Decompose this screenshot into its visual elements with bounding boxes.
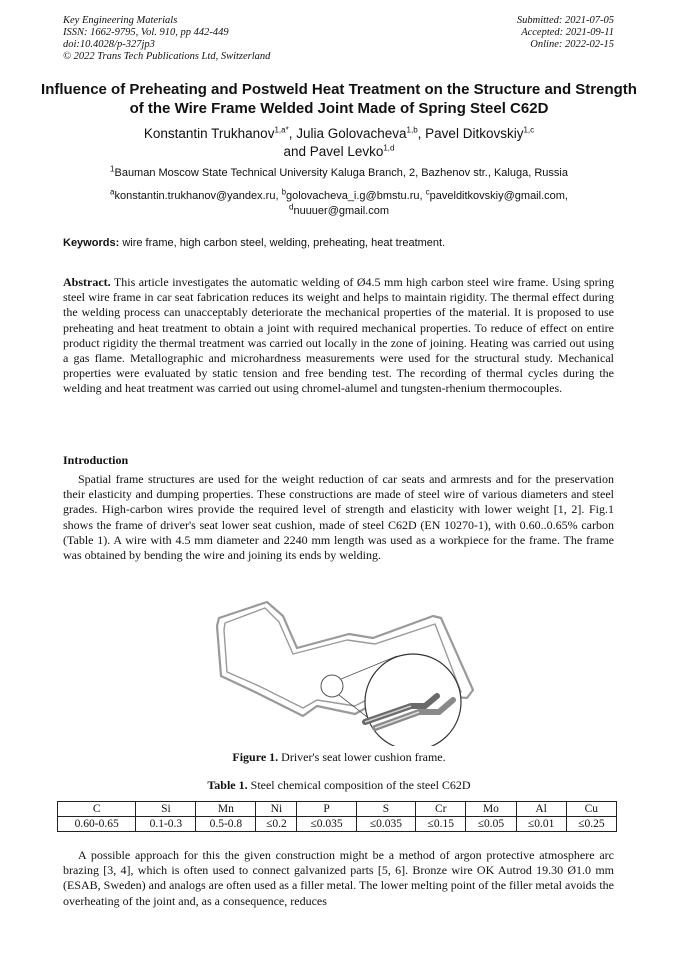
doi[interactable]: doi:10.4028/p-327jp3 (63, 39, 155, 50)
online-date: Online: 2022-02-15 (530, 39, 614, 50)
header-cell: Ni (256, 802, 297, 817)
table-header-row (58, 802, 617, 817)
keywords (63, 237, 614, 249)
copyright: © 2022 Trans Tech Publications Ltd, Switzerland (63, 51, 271, 62)
email-link[interactable]: konstantin.trukhanov@yandex.ru (114, 190, 276, 202)
abstract (63, 275, 614, 397)
value-cell: 0.60-0.65 (58, 817, 136, 832)
value-cell: 0.5-0.8 (196, 817, 256, 832)
table-caption: Table 1. Steel chemical composition of the steel C62D (207, 778, 471, 792)
author-sup: 1,c (523, 125, 535, 135)
author-sup: 1,d (383, 143, 395, 153)
header-cell: Mn (196, 802, 256, 817)
abstract-text: This article investigates the automatic welding of Ø4.5 mm high carbon steel wire frame. Using spring steel wire frame in car seat fabrication reduces its weight and helps to maintain rigidity. The thermal effect during the welding process can unacceptably deteriorate the mechanical properties of the material. It is proposed to use preheating and heat treatment to obtain a joint with required mechanical properties. To reduce of effect on entire product rigidity the thermal treatment was carried out locally in the zone of joining. Heating was carried out using a gas flame. Metallographic and microhardness measurements were used for the structural study. Mechanical properties were evaluated by static tension and free bending test. The recording of thermal cycles during the welding and heat treatment was carried out using chromel-alumel and tungsten-rhenium thermocouples. (63, 275, 614, 396)
issn: ISSN: 1662-9795, Vol. 910, pp 442-449 (63, 27, 229, 38)
introduction-text: Spatial frame structures are used for the weight reduction of car seats and armrests and for the preservation their elasticity and dumping properties. These constructions are made of steel wire of various diameters and steel grades. High-carbon wires provide the required level of strength and elasticity with lower weight [1, 2]. Fig.1 shows the frame of driver's seat lower seat cushion, made of steel C62D (EN 10270-1), with 0.60..0.65% carbon (Table 1). A wire with 4.5 mm diameter and 2240 mm length was used as a workpiece for the frame. The frame was obtained by bending the wire and joining its ends by welding. (63, 472, 614, 563)
author-name: Julia Golovacheva (296, 126, 407, 141)
header-cell: Si (136, 802, 196, 817)
submitted-date: Submitted: 2021-07-05 (516, 15, 614, 26)
value-cell: ≤0.05 (466, 817, 516, 832)
detail-marker-circle (321, 675, 343, 697)
author-emails: $^a$konstantin.trukhanov@yandex.ru, $^b$golovacheva_i.g@bmstu.ru, $^c$pavelditkovskiy@gmail.com, $^d$nuuuer@gmail.com (110, 187, 568, 217)
value-cell: ≤0.2 (256, 817, 297, 832)
table-row (58, 817, 617, 832)
journal-name: Key Engineering Materials (63, 15, 178, 26)
author-name: Konstantin Trukhanov (143, 126, 275, 141)
value-cell: ≤0.25 (566, 817, 616, 832)
figure-label: Figure 1. (232, 750, 279, 764)
email-link[interactable]: pavelditkovskiy@gmail.com (429, 190, 565, 202)
header-cell: Cr (416, 802, 466, 817)
detail-zoom-circle (365, 654, 461, 746)
journal-header (63, 15, 270, 63)
author-sup: 1,b (406, 125, 418, 135)
header-cell: C (58, 802, 136, 817)
email-link[interactable]: golovacheva_i.g@bmstu.ru (286, 190, 420, 202)
chemical-composition-table (57, 801, 617, 832)
header-cell: S (356, 802, 415, 817)
body-paragraph: A possible approach for this the given construction might be a method of argon protective atmosphere arc brazing [3, 4], which is often used to connect galvanized parts [5, 6]. Bronze wire OK Autrod 19.30 Ø1.0 mm (ESAB, Sweden) and analogs are often used as a filler metal. The lower melting point of the filler metal avoids the overheating of the joint and, as a consequence, reduces (63, 848, 614, 908)
value-cell: ≤0.035 (356, 817, 415, 832)
author-name: Pavel Levko (309, 144, 384, 159)
value-cell: 0.1-0.3 (136, 817, 196, 832)
keywords-text: wire frame, high carbon steel, welding, preheating, heat treatment. (122, 237, 446, 249)
email-link[interactable]: nuuuer@gmail.com (293, 205, 389, 217)
affiliation: $^1$Bauman Moscow State Technical University Kaluga Branch, 2, Bazhenov str., Kaluga, Russia (110, 164, 568, 179)
header-cell: Al (516, 802, 566, 817)
header-cell: P (297, 802, 356, 817)
header-cell: Cu (566, 802, 616, 817)
paper-title: Influence of Preheating and Postweld Heat Treatment on the Structure and Strength of the Wire Frame Welded Joint Made of Spring Steel C62D (41, 81, 637, 117)
value-cell: ≤0.15 (416, 817, 466, 832)
table-label: Table 1. (207, 778, 248, 792)
value-cell: ≤0.035 (297, 817, 356, 832)
abstract-label: Abstract. (63, 275, 111, 289)
dates-header (517, 15, 614, 51)
author-list: Konstantin Trukhanov$^{1,a*}$, Julia Golovacheva$^{1,b}$, Pavel Ditkovskiy$^{1,c}$ and Pavel Levko$^{1,d}$ (143, 125, 535, 159)
keywords-label: Keywords: (63, 237, 120, 249)
figure-caption: Figure 1. Driver's seat lower cushion frame. (232, 750, 446, 764)
accepted-date: Accepted: 2021-09-11 (521, 27, 614, 38)
seat-frame-figure (205, 596, 475, 746)
author-sup: 1,a* (274, 125, 289, 135)
header-cell: Mo (466, 802, 516, 817)
section-heading: Introduction (63, 453, 129, 467)
value-cell: ≤0.01 (516, 817, 566, 832)
author-name: Pavel Ditkovskiy (425, 126, 524, 141)
